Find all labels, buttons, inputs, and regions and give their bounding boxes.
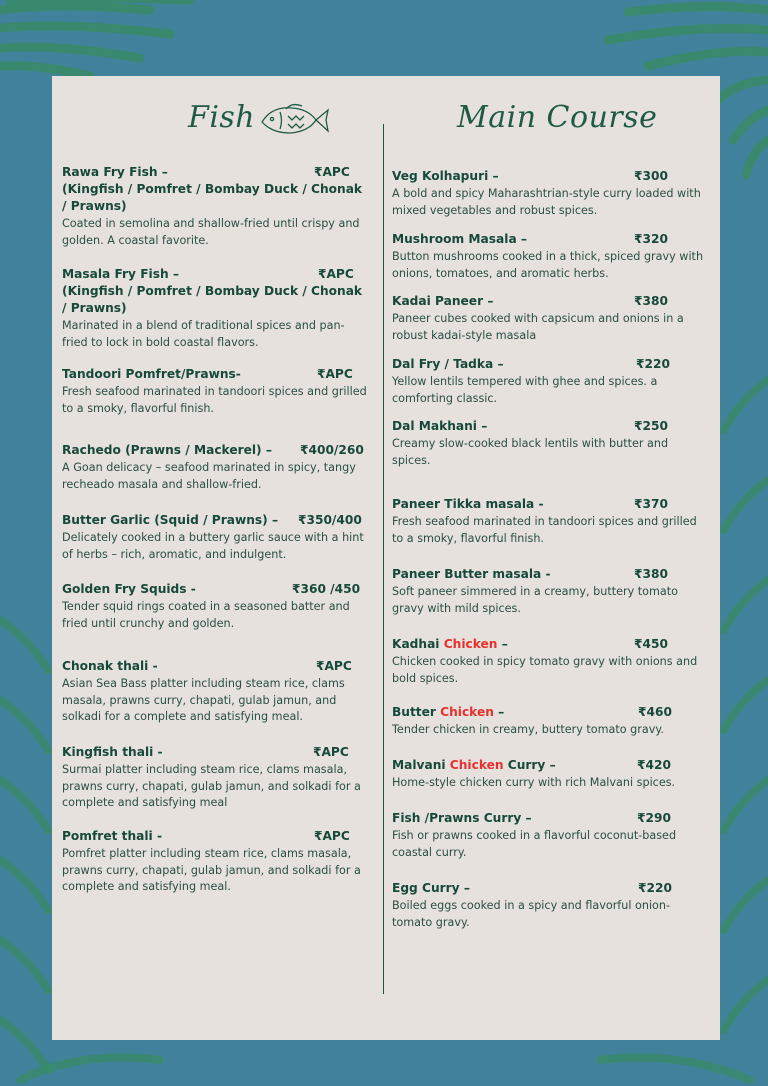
palm-leaf-bottom [0, 1040, 768, 1086]
menu-item-kadai-paneer [392, 293, 704, 344]
main-course-heading: Main Course [457, 100, 658, 135]
item-name: Egg Curry – [392, 881, 470, 895]
item-name: Pomfret thali - [62, 829, 163, 843]
menu-item-chonak-thali [62, 658, 367, 726]
item-description: Soft paneer simmered in a creamy, buttery tomato gravy with mild spices. [392, 585, 678, 615]
item-name: Mushroom Masala – [392, 232, 528, 246]
item-description: Button mushrooms cooked in a thick, spiced gravy with onions, tomatoes, and aromatic herbs. [392, 250, 704, 280]
item-name: Dal Fry / Tadka – [392, 357, 504, 371]
item-name: Chonak thali - [62, 659, 158, 673]
item-name: Rachedo (Prawns / Mackerel) – [62, 443, 272, 457]
menu-card [52, 76, 720, 1040]
item-name: Kadai Paneer – [392, 294, 494, 308]
item-price: ₹460 [638, 705, 672, 719]
item-name: Paneer Tikka masala - [392, 497, 544, 511]
item-description: Fresh seafood marinated in tandoori spices and grilled to a smoky, flavorful finish. [392, 515, 697, 545]
menu-item-paneer-butter-masala [392, 566, 704, 617]
item-price: ₹350/400 [298, 513, 362, 527]
palm-leaf-right-side [720, 340, 768, 1086]
column-divider [383, 124, 384, 994]
menu-item-dal-makhani [392, 418, 704, 469]
item-price: ₹220 [636, 357, 670, 371]
menu-item-veg-kolhapuri [392, 168, 704, 219]
menu-item-butter-chicken [392, 704, 704, 739]
item-name: Dal Makhani – [392, 419, 488, 433]
item-price: ₹370 [634, 497, 668, 511]
item-price: ₹380 [634, 567, 668, 581]
menu-item-fish-prawns-curry [392, 810, 704, 861]
item-price: ₹450 [634, 637, 668, 651]
item-name-suffix: Curry – [503, 758, 556, 772]
item-price: ₹420 [637, 758, 671, 772]
item-description: Marinated in a blend of traditional spices and pan-fried to lock in bold coastal flavors. [62, 319, 345, 349]
item-price: ₹300 [634, 169, 668, 183]
item-price: ₹APC [318, 267, 354, 281]
item-description: Chicken cooked in spicy tomato gravy with onions and bold spices. [392, 655, 698, 685]
item-name: Kingfish thali - [62, 745, 163, 759]
item-description: Surmai platter including steam rice, clams masala, prawns curry, chapati, gulab jamun, and solkadi for a complete and satisfying meal [62, 763, 361, 809]
item-description: A Goan delicacy – seafood marinated in spicy, tangy recheado masala and shallow-fried. [62, 461, 356, 491]
item-description: Creamy slow-cooked black lentils with butter and spices. [392, 437, 669, 467]
menu-item-dal-fry [392, 356, 704, 407]
item-description: A bold and spicy Maharashtrian-style curry loaded with mixed vegetables and robust spices. [392, 187, 701, 217]
item-name-prefix: Kadhai [392, 637, 444, 651]
item-name-highlight: Chicken [440, 705, 494, 719]
item-description: Fish or prawns cooked in a flavorful coconut-based coastal curry. [392, 829, 677, 859]
item-description: Delicately cooked in a buttery garlic sauce with a hint of herbs – rich, aromatic, and indulgent. [62, 531, 364, 561]
item-name-highlight: Chicken [449, 758, 504, 772]
menu-item-egg-curry [392, 880, 704, 931]
item-price: ₹APC [314, 165, 350, 179]
item-name: Golden Fry Squids - [62, 582, 196, 596]
item-name-highlight: Chicken [443, 637, 498, 651]
item-price: ₹APC [314, 829, 350, 843]
item-price: ₹320 [634, 232, 668, 246]
item-description: Tender chicken in creamy, buttery tomato gravy. [392, 723, 664, 736]
item-name-suffix: – [497, 637, 508, 651]
menu-item-malvani-chicken-curry [392, 757, 704, 792]
palm-leaf-left-side [0, 560, 52, 1086]
fish-heading: Fish [188, 100, 256, 135]
menu-item-rachedo [62, 442, 367, 493]
item-name: Veg Kolhapuri – [392, 169, 499, 183]
item-price: ₹290 [637, 811, 671, 825]
menu-item-rawa-fry-fish [62, 164, 367, 249]
menu-item-paneer-tikka [392, 496, 704, 547]
item-name: Tandoori Pomfret/Prawns- [62, 367, 241, 381]
item-price: ₹400/260 [300, 443, 364, 457]
item-price: ₹220 [638, 881, 672, 895]
menu-item-mushroom-masala [392, 231, 704, 282]
item-name-suffix: – [493, 705, 505, 719]
item-variants: (Kingfish / Pomfret / Bombay Duck / Chonak / Prawns) [62, 284, 363, 315]
item-description: Pomfret platter including steam rice, clams masala, prawns curry, chapati, gulab jamun, and solkadi for a complete and satisfying meal. [62, 847, 361, 893]
item-name: Fish /Prawns Curry – [392, 811, 532, 825]
menu-item-kadhai-chicken [392, 636, 704, 687]
item-price: ₹360 /450 [292, 582, 361, 596]
item-name: Paneer Butter masala - [392, 567, 551, 581]
item-price: ₹APC [317, 367, 353, 381]
menu-item-kingfish-thali [62, 744, 367, 812]
menu-item-butter-garlic [62, 512, 367, 563]
item-description: Asian Sea Bass platter including steam rice, clams masala, prawns curry, chapati, gulab jamun, and solkadi for a complete and satisfying meal. [62, 677, 345, 723]
item-variants: (Kingfish / Pomfret / Bombay Duck / Chonak / Prawns) [62, 182, 363, 213]
item-description: Yellow lentils tempered with ghee and spices. a comforting classic. [392, 375, 658, 405]
menu-item-masala-fry-fish [62, 266, 367, 351]
item-description: Boiled eggs cooked in a spicy and flavorful onion-tomato gravy. [392, 899, 671, 929]
item-description: Tender squid rings coated in a seasoned batter and fried until crunchy and golden. [62, 600, 350, 630]
item-price: ₹APC [313, 745, 349, 759]
menu-item-golden-fry-squids [62, 581, 367, 632]
item-name: Masala Fry Fish – [62, 267, 179, 281]
item-name-prefix: Malvani [392, 758, 450, 772]
item-description: Fresh seafood marinated in tandoori spices and grilled to a smoky, flavorful finish. [62, 385, 367, 415]
item-price: ₹250 [634, 419, 668, 433]
item-price: ₹APC [316, 659, 352, 673]
item-description: Home-style chicken curry with rich Malvani spices. [392, 776, 676, 789]
item-description: Coated in semolina and shallow-fried until crispy and golden. A coastal favorite. [62, 217, 360, 247]
menu-item-pomfret-thali [62, 828, 367, 896]
item-description: Paneer cubes cooked with capsicum and onions in a robust kadai-style masala [392, 312, 684, 342]
item-name: Butter Garlic (Squid / Prawns) – [62, 513, 279, 527]
menu-item-tandoori-pomfret [62, 366, 367, 417]
fish-icon [258, 100, 332, 140]
item-price: ₹380 [634, 294, 668, 308]
item-name: Rawa Fry Fish – [62, 165, 168, 179]
item-name-prefix: Butter [392, 705, 441, 719]
